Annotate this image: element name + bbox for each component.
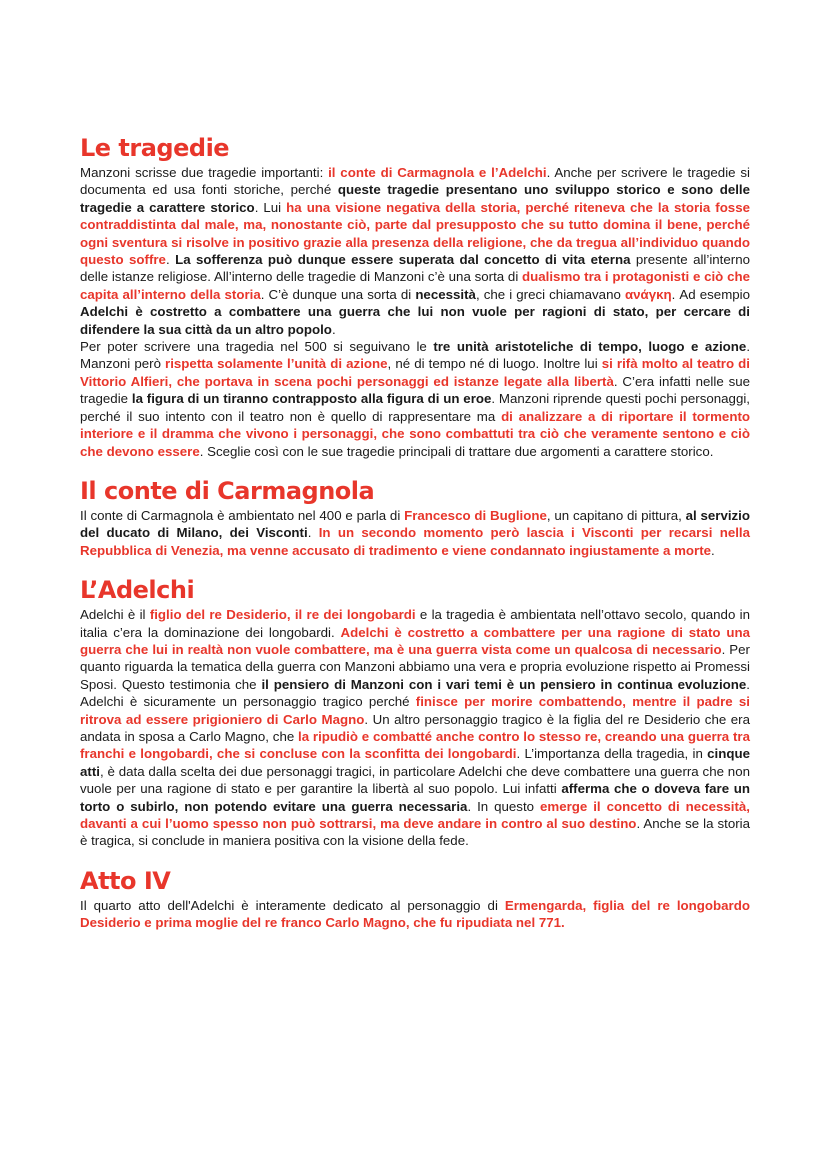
- emphasis-bold: il pensiero di Manzoni con i vari temi è un pensiero in continua evoluzione: [261, 676, 747, 692]
- highlight-red: la ripudiò e combatté anche contro lo stesso re, creando una guerra tra franchi e longobardi, che si concluse con la sconfitta dei longobardi: [80, 728, 751, 762]
- highlight-red: In un secondo momento però lascia i Visconti per recarsi nella Repubblica di Venezia, ma venne accusato di tradimento e viene condannato ingiustamente a morte: [80, 525, 751, 558]
- emphasis-bold: queste tragedie presentano uno sviluppo storico e sono delle tragedie a carattere storico: [80, 182, 750, 215]
- highlight-red: Adelchi è costretto a combattere per una ragione di stato una guerra che lui in realtà non vuole combattere, ma è una guerra vista come un qualcosa di necessario: [80, 624, 750, 657]
- text-run: . L’importanza della tragedia, in: [516, 746, 708, 762]
- text-run: . Manzoni però: [80, 339, 751, 372]
- text-run: Il conte di Carmagnola è ambientato nel 400 e parla di: [80, 507, 405, 523]
- highlight-red: Ermengarda, figlia del re longobardo Desiderio e prima moglie del re franco Carlo Magno, che fu ripudiata nel 771.: [80, 897, 750, 931]
- text-run: . Adelchi è sicuramente un personaggio tragico perché: [80, 676, 750, 710]
- text-run: . Ad esempio: [671, 286, 751, 302]
- highlight-red: finisce per morire combattendo, mentre il padre si ritrova ad essere prigioniero di Carlo Magno: [80, 694, 750, 727]
- paragraph: [80, 606, 750, 850]
- paragraph: [80, 164, 750, 338]
- section-title-le-tragedie: Le tragedie: [80, 134, 230, 162]
- emphasis-bold: necessità: [415, 286, 476, 302]
- emphasis-bold: Adelchi è costretto a combattere una guerra che lui non vuole per ragioni di stato, per cercare di difendere la sua città da un altro popolo: [80, 304, 750, 337]
- highlight-red: si rifà molto al teatro di Vittorio Alfieri, che portava in scena pochi personaggi ed istanze legate alla libertà: [80, 356, 750, 389]
- highlight-red: rispetta solamente l’unità di azione: [165, 356, 388, 372]
- text-run: , né di tempo né di luogo. Inoltre lui: [387, 356, 602, 372]
- text-run: presente all’interno delle istanze religiose. All’interno delle tragedie di Manzoni c’è una sorta di: [80, 252, 750, 285]
- emphasis-bold: tre unità aristoteliche di tempo, luogo e azione: [433, 339, 747, 355]
- text-run: . Un altro personaggio tragico è la figlia del re Desiderio che era andata in sposa a Carlo Magno, che: [80, 711, 750, 744]
- text-run: .: [331, 321, 336, 337]
- text-run: . Sceglie così con le sue tragedie principali di trattare due argomenti a carattere storico.: [199, 443, 714, 459]
- text-run: .: [307, 525, 319, 541]
- text-run: Manzoni scrisse due tragedie importanti:: [80, 165, 329, 180]
- highlight-red: emerge il concetto di necessità, davanti a cui l’uomo spesso non può sottrarsi, ma deve andare in contro al suo destino: [80, 798, 750, 831]
- highlight-red: ha una visione negativa della storia, perché riteneva che la storia fosse contraddistinta dal male, ma, nonostante ciò, parte dal presupposto che su tutto domina il bene, perché ogni sventura si risolve in positivo grazie alla presenza della religione, che da tregua all’individuo quando questo soffre: [80, 199, 750, 268]
- text-run: . Anche se la storia è tragica, si conclude in maniera positiva con la visione della fede.: [80, 816, 750, 849]
- paragraph: [80, 338, 750, 460]
- emphasis-bold: afferma che o doveva fare un torto o subirlo, non potendo evitare una guerra necessaria: [80, 781, 750, 814]
- emphasis-bold: la figura di un tiranno contrapposto alla figura di un eroe: [131, 391, 492, 407]
- text-run: . In questo: [467, 798, 540, 814]
- text-run: . C’è dunque una sorta di: [260, 286, 416, 302]
- section-title-adelchi: L’Adelchi: [80, 576, 195, 605]
- section-title-conte-di-carmagnola: Il conte di Carmagnola: [80, 476, 375, 505]
- text-run: .: [711, 542, 715, 558]
- highlight-red: ανάγκη: [624, 286, 672, 302]
- text-run: Il quarto atto dell'Adelchi è interamente dedicato al personaggio di: [80, 897, 505, 913]
- section-title-atto-iv: Atto IV: [80, 866, 171, 895]
- emphasis-bold: cinque atti: [80, 746, 751, 779]
- text-run: .: [165, 252, 176, 268]
- highlight-red: il conte di Carmagnola e l’Adelchi: [328, 165, 547, 180]
- paragraph: [80, 507, 750, 559]
- paragraph: [80, 897, 750, 932]
- highlight-red: dualismo tra i protagonisti e ciò che capita all’interno della storia: [80, 269, 750, 302]
- text-run: . Per quanto riguarda la tematica della guerra con Manzoni abbiamo una vera e propria evoluzione rispetto ai Promessi Sposi. Questo testimonia che: [80, 641, 750, 692]
- emphasis-bold: al servizio del ducato di Milano, dei Visconti: [80, 507, 750, 541]
- text-run: . C’era infatti nelle sue tragedie: [80, 373, 751, 407]
- text-run: Adelchi è il: [80, 607, 150, 623]
- text-run: e la tragedia è ambientata nell’ottavo secolo, quando in italia c’era la dominazione dei longobardi.: [80, 607, 750, 640]
- text-run: . Anche per scrivere le tragedie si documenta ed usa fonti storiche, perché: [80, 165, 750, 198]
- document-page: [80, 134, 750, 932]
- highlight-red: figlio del re Desiderio, il re dei longobardi: [149, 607, 416, 623]
- highlight-red: di analizzare a di riportare il tormento interiore e il dramma che vivono i personaggi, che sono combattuti tra ciò che veramente sentono e ciò che devono essere: [80, 408, 750, 459]
- emphasis-bold: La sofferenza può dunque essere superata dal concetto di vita eterna: [175, 252, 631, 268]
- text-run: , che i greci chiamavano: [475, 286, 625, 302]
- text-run: . Manzoni riprende questi pochi personaggi, perché il suo intento con il teatro non è quello di rappresentare ma: [80, 391, 750, 424]
- text-run: . Lui: [254, 199, 287, 215]
- text-run: Per poter scrivere una tragedia nel 500 si seguivano le: [80, 339, 434, 355]
- text-run: , è data dalla scelta dei due personaggi tragici, in particolare Adelchi che deve combattere una guerra che non vuole per una ragione di stato e per garantire la libertà al suo popolo. Lui infatti: [80, 763, 750, 797]
- text-run: , un capitano di pittura,: [546, 507, 686, 523]
- highlight-red: Francesco di Buglione: [404, 507, 547, 523]
